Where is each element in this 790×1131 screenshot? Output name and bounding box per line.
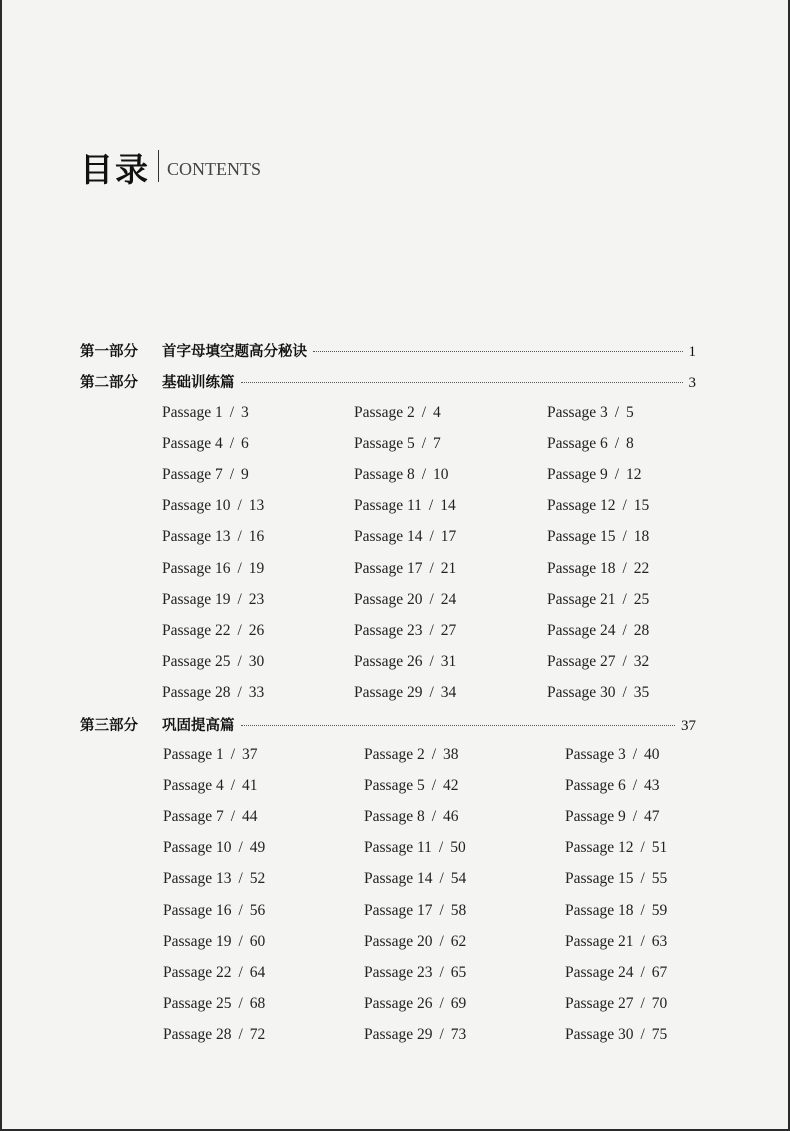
separator-slash: /	[229, 466, 235, 484]
passage-label: Passage 25	[163, 994, 232, 1012]
passage-entry[interactable]	[364, 1026, 466, 1046]
separator-slash: /	[238, 901, 243, 919]
passage-label: Passage 5	[364, 777, 425, 795]
passage-entry[interactable]	[162, 622, 264, 642]
passage-page: 40	[644, 746, 660, 763]
passage-label: Passage 14	[354, 528, 423, 546]
passage-entry[interactable]	[364, 964, 466, 984]
passage-entry[interactable]	[162, 684, 264, 704]
passage-entry[interactable]	[547, 684, 649, 704]
passage-page: 55	[651, 870, 668, 888]
passage-page: 9	[241, 466, 249, 484]
passage-label: Passage 19	[162, 590, 231, 608]
passage-page: 23	[248, 590, 265, 608]
passage-page: 64	[249, 963, 266, 981]
part-title: 基础训练篇	[162, 375, 235, 391]
separator-slash: /	[237, 590, 242, 608]
passage-entry[interactable]	[364, 777, 459, 797]
passage-page: 22	[633, 559, 650, 577]
passage-entry[interactable]	[354, 591, 456, 611]
separator-slash: /	[439, 994, 444, 1012]
passage-label: Passage 13	[163, 870, 232, 888]
passage-entry[interactable]	[162, 466, 249, 486]
passage-page: 58	[450, 901, 467, 919]
separator-slash: /	[439, 1025, 444, 1043]
separator-slash: /	[238, 994, 243, 1012]
passage-page: 4	[433, 404, 441, 421]
passage-label: Passage 16	[162, 559, 231, 577]
passage-page: 70	[651, 994, 668, 1012]
passage-entry[interactable]	[364, 995, 466, 1015]
passage-label: Passage 2	[364, 746, 425, 763]
passage-entry[interactable]	[565, 839, 667, 859]
passage-label: Passage 23	[364, 963, 433, 981]
passage-entry[interactable]	[364, 870, 466, 890]
passage-label: Passage 19	[163, 932, 232, 950]
separator-slash: /	[622, 559, 627, 577]
passage-page: 3	[241, 404, 249, 421]
separator-slash: /	[622, 621, 627, 639]
passage-page: 16	[248, 528, 265, 546]
separator-slash: /	[640, 839, 645, 857]
passage-label: Passage 5	[354, 435, 415, 453]
passage-entry[interactable]	[163, 870, 265, 890]
passage-label: Passage 12	[547, 497, 616, 515]
passage-entry[interactable]	[547, 466, 642, 486]
part-page: 1	[688, 344, 696, 360]
separator-slash: /	[237, 621, 242, 639]
passage-page: 38	[443, 746, 459, 763]
separator-slash: /	[439, 963, 444, 981]
passage-entry[interactable]	[163, 839, 265, 859]
separator-slash: /	[230, 777, 236, 795]
passage-label: Passage 2	[354, 404, 415, 421]
passage-entry[interactable]	[163, 808, 258, 828]
part-page: 3	[688, 375, 696, 391]
passage-page: 26	[248, 621, 265, 639]
passage-label: Passage 30	[547, 683, 616, 701]
passage-label: Passage 29	[364, 1025, 433, 1043]
passage-entry[interactable]	[547, 528, 649, 548]
passage-page: 18	[633, 528, 650, 546]
passage-page: 63	[651, 932, 668, 950]
passage-entry[interactable]	[565, 808, 660, 828]
passage-label: Passage 8	[364, 808, 425, 826]
passage-label: Passage 4	[163, 777, 224, 795]
separator-slash: /	[238, 963, 243, 981]
passage-entry[interactable]	[547, 591, 649, 611]
separator-slash: /	[431, 808, 437, 826]
passage-page: 27	[440, 621, 457, 639]
separator-slash: /	[237, 559, 242, 577]
passage-entry[interactable]	[565, 964, 667, 984]
passage-page: 75	[651, 1025, 668, 1043]
passage-entry[interactable]	[565, 870, 667, 890]
separator-slash: /	[429, 621, 434, 639]
separator-slash: /	[237, 683, 242, 701]
separator-slash: /	[238, 1025, 243, 1043]
passage-entry[interactable]	[163, 933, 265, 953]
passage-entry[interactable]	[565, 933, 667, 953]
toc-part-1[interactable]	[80, 340, 696, 362]
passage-page: 25	[633, 590, 650, 608]
passage-page: 31	[440, 652, 457, 670]
passage-label: Passage 27	[547, 652, 616, 670]
separator-slash: /	[438, 839, 444, 857]
separator-slash: /	[431, 777, 437, 795]
passage-entry[interactable]	[162, 404, 249, 424]
passage-label: Passage 30	[565, 1025, 634, 1043]
passage-label: Passage 9	[547, 466, 608, 484]
passage-label: Passage 17	[364, 901, 433, 919]
passage-entry[interactable]	[565, 777, 660, 797]
part-number: 第三部分	[80, 718, 138, 734]
passage-entry[interactable]	[162, 528, 264, 548]
separator-slash: /	[622, 683, 627, 701]
separator-slash: /	[238, 870, 243, 888]
passage-entry[interactable]	[163, 902, 265, 922]
passage-entry[interactable]	[547, 560, 649, 580]
passage-label: Passage 14	[364, 870, 433, 888]
separator-slash: /	[622, 528, 627, 546]
passage-entry[interactable]	[547, 622, 649, 642]
passage-label: Passage 22	[163, 963, 232, 981]
passage-page: 69	[450, 994, 467, 1012]
passage-page: 49	[249, 839, 266, 857]
passage-label: Passage 16	[163, 901, 232, 919]
separator-slash: /	[614, 435, 620, 453]
separator-slash: /	[429, 652, 434, 670]
separator-slash: /	[429, 683, 434, 701]
passage-label: Passage 25	[162, 652, 231, 670]
passage-page: 60	[249, 932, 266, 950]
passage-entry[interactable]	[547, 435, 634, 455]
passage-label: Passage 18	[547, 559, 616, 577]
separator-slash: /	[429, 590, 434, 608]
separator-slash: /	[421, 435, 427, 453]
passage-entry[interactable]	[163, 746, 258, 766]
passage-entry[interactable]	[364, 839, 466, 859]
passage-page: 44	[242, 808, 258, 826]
passage-page: 7	[433, 435, 441, 453]
passage-entry[interactable]	[163, 964, 265, 984]
passage-page: 34	[440, 683, 457, 701]
passage-page: 51	[651, 839, 668, 857]
passage-page: 14	[440, 497, 456, 515]
passage-page: 73	[450, 1025, 467, 1043]
passage-page: 42	[443, 777, 459, 795]
dot-leader	[313, 351, 683, 352]
passage-label: Passage 22	[162, 621, 231, 639]
passage-entry[interactable]	[162, 435, 249, 455]
passage-page: 8	[626, 435, 634, 453]
separator-slash: /	[421, 404, 427, 421]
separator-slash: /	[622, 497, 627, 515]
toc-part-3[interactable]	[80, 714, 696, 736]
passage-entry[interactable]	[364, 933, 466, 953]
passage-page: 21	[440, 559, 457, 577]
passage-label: Passage 6	[547, 435, 608, 453]
passage-page: 30	[248, 652, 265, 670]
toc-title-en: CONTENTS	[167, 159, 261, 179]
passage-label: Passage 11	[364, 839, 432, 857]
passage-page: 13	[248, 497, 265, 515]
passage-entry[interactable]	[547, 404, 634, 424]
toc-title-cn: 目录	[80, 150, 150, 189]
separator-slash: /	[428, 497, 434, 515]
passage-label: Passage 11	[354, 497, 422, 515]
separator-slash: /	[229, 404, 235, 421]
separator-slash: /	[439, 870, 444, 888]
passage-page: 41	[242, 777, 258, 795]
passage-label: Passage 3	[547, 404, 608, 421]
passage-label: Passage 12	[565, 839, 634, 857]
separator-slash: /	[640, 932, 645, 950]
passage-label: Passage 28	[162, 683, 231, 701]
passage-entry[interactable]	[354, 404, 441, 424]
separator-slash: /	[238, 932, 243, 950]
passage-page: 43	[644, 777, 660, 795]
passage-label: Passage 24	[547, 621, 616, 639]
passage-label: Passage 1	[162, 404, 223, 421]
passage-label: Passage 26	[354, 652, 423, 670]
passage-page: 37	[242, 746, 258, 763]
passage-page: 62	[450, 932, 467, 950]
passage-label: Passage 20	[364, 932, 433, 950]
separator-slash: /	[429, 559, 434, 577]
separator-slash: /	[431, 746, 437, 763]
passage-page: 54	[450, 870, 467, 888]
passage-entry[interactable]	[354, 653, 456, 673]
separator-slash: /	[640, 994, 645, 1012]
passage-page: 56	[249, 901, 266, 919]
passage-entry[interactable]	[354, 622, 456, 642]
separator-slash: /	[614, 404, 620, 421]
passage-label: Passage 21	[547, 590, 616, 608]
separator-slash: /	[230, 808, 236, 826]
passage-label: Passage 17	[354, 559, 423, 577]
passage-label: Passage 15	[547, 528, 616, 546]
passage-page: 28	[633, 621, 650, 639]
passage-label: Passage 26	[364, 994, 433, 1012]
separator-slash: /	[238, 839, 243, 857]
passage-entry[interactable]	[163, 1026, 265, 1046]
passage-label: Passage 27	[565, 994, 634, 1012]
passage-label: Passage 21	[565, 932, 634, 950]
passage-page: 15	[633, 497, 650, 515]
passage-entry[interactable]	[565, 746, 660, 766]
passage-page: 33	[248, 683, 265, 701]
separator-slash: /	[237, 528, 242, 546]
passage-page: 19	[248, 559, 265, 577]
passage-entry[interactable]	[163, 995, 265, 1015]
separator-slash: /	[632, 777, 638, 795]
passage-page: 52	[249, 870, 266, 888]
passage-label: Passage 20	[354, 590, 423, 608]
passage-label: Passage 28	[163, 1025, 232, 1043]
separator-slash: /	[237, 497, 242, 515]
passage-label: Passage 7	[162, 466, 223, 484]
passage-label: Passage 10	[162, 497, 231, 515]
passage-entry[interactable]	[364, 808, 459, 828]
passage-label: Passage 3	[565, 746, 626, 763]
passage-entry[interactable]	[163, 777, 258, 797]
separator-slash: /	[632, 746, 638, 763]
passage-entry[interactable]	[547, 497, 649, 517]
separator-slash: /	[640, 963, 645, 981]
part-number: 第一部分	[80, 344, 138, 360]
passage-entry[interactable]	[354, 528, 456, 548]
part-page: 37	[681, 718, 696, 734]
passage-page: 68	[249, 994, 266, 1012]
passage-label: Passage 23	[354, 621, 423, 639]
separator-slash: /	[640, 1025, 645, 1043]
passage-label: Passage 29	[354, 683, 423, 701]
separator-slash: /	[622, 652, 627, 670]
passage-entry[interactable]	[565, 1026, 667, 1046]
passage-page: 24	[440, 590, 457, 608]
passage-label: Passage 9	[565, 808, 626, 826]
separator-slash: /	[230, 746, 236, 763]
passage-label: Passage 8	[354, 466, 415, 484]
passage-entry[interactable]	[162, 497, 264, 517]
passage-entry[interactable]	[354, 466, 449, 486]
passage-page: 12	[626, 466, 642, 484]
separator-slash: /	[421, 466, 427, 484]
separator-slash: /	[429, 528, 434, 546]
passage-page: 5	[626, 404, 634, 421]
separator-slash: /	[439, 932, 444, 950]
separator-slash: /	[237, 652, 242, 670]
title-divider	[158, 150, 159, 182]
toc-part-2[interactable]	[80, 371, 696, 393]
separator-slash: /	[632, 808, 638, 826]
separator-slash: /	[439, 901, 444, 919]
passage-entry[interactable]	[162, 591, 264, 611]
passage-label: Passage 1	[163, 746, 224, 763]
passage-page: 65	[450, 963, 467, 981]
passage-page: 17	[440, 528, 457, 546]
dot-leader	[241, 725, 676, 726]
passage-entry[interactable]	[162, 653, 264, 673]
passage-entry[interactable]	[354, 684, 456, 704]
passage-label: Passage 6	[565, 777, 626, 795]
part-number: 第二部分	[80, 375, 138, 391]
passage-entry[interactable]	[565, 902, 667, 922]
passage-page: 35	[633, 683, 650, 701]
passage-entry[interactable]	[547, 653, 649, 673]
separator-slash: /	[229, 435, 235, 453]
passage-page: 50	[450, 839, 466, 857]
passage-entry[interactable]	[354, 435, 441, 455]
passage-page: 46	[443, 808, 459, 826]
passage-entry[interactable]	[565, 995, 667, 1015]
passage-label: Passage 24	[565, 963, 634, 981]
part-title: 巩固提高篇	[162, 718, 235, 734]
separator-slash: /	[614, 466, 620, 484]
dot-leader	[241, 382, 683, 383]
passage-label: Passage 15	[565, 870, 634, 888]
passage-page: 72	[249, 1025, 266, 1043]
part-title: 首字母填空题高分秘诀	[162, 344, 307, 360]
passage-page: 10	[433, 466, 449, 484]
passage-label: Passage 18	[565, 901, 634, 919]
passage-label: Passage 4	[162, 435, 223, 453]
passage-page: 59	[651, 901, 668, 919]
separator-slash: /	[640, 901, 645, 919]
passage-label: Passage 13	[162, 528, 231, 546]
passage-page: 67	[651, 963, 668, 981]
passage-page: 6	[241, 435, 249, 453]
passage-entry[interactable]	[364, 902, 466, 922]
passage-page: 32	[633, 652, 650, 670]
passage-entry[interactable]	[354, 560, 456, 580]
separator-slash: /	[622, 590, 627, 608]
passage-entry[interactable]	[354, 497, 456, 517]
passage-entry[interactable]	[364, 746, 459, 766]
passage-page: 47	[644, 808, 660, 826]
passage-label: Passage 7	[163, 808, 224, 826]
separator-slash: /	[640, 870, 645, 888]
passage-entry[interactable]	[162, 560, 264, 580]
passage-label: Passage 10	[163, 839, 232, 857]
